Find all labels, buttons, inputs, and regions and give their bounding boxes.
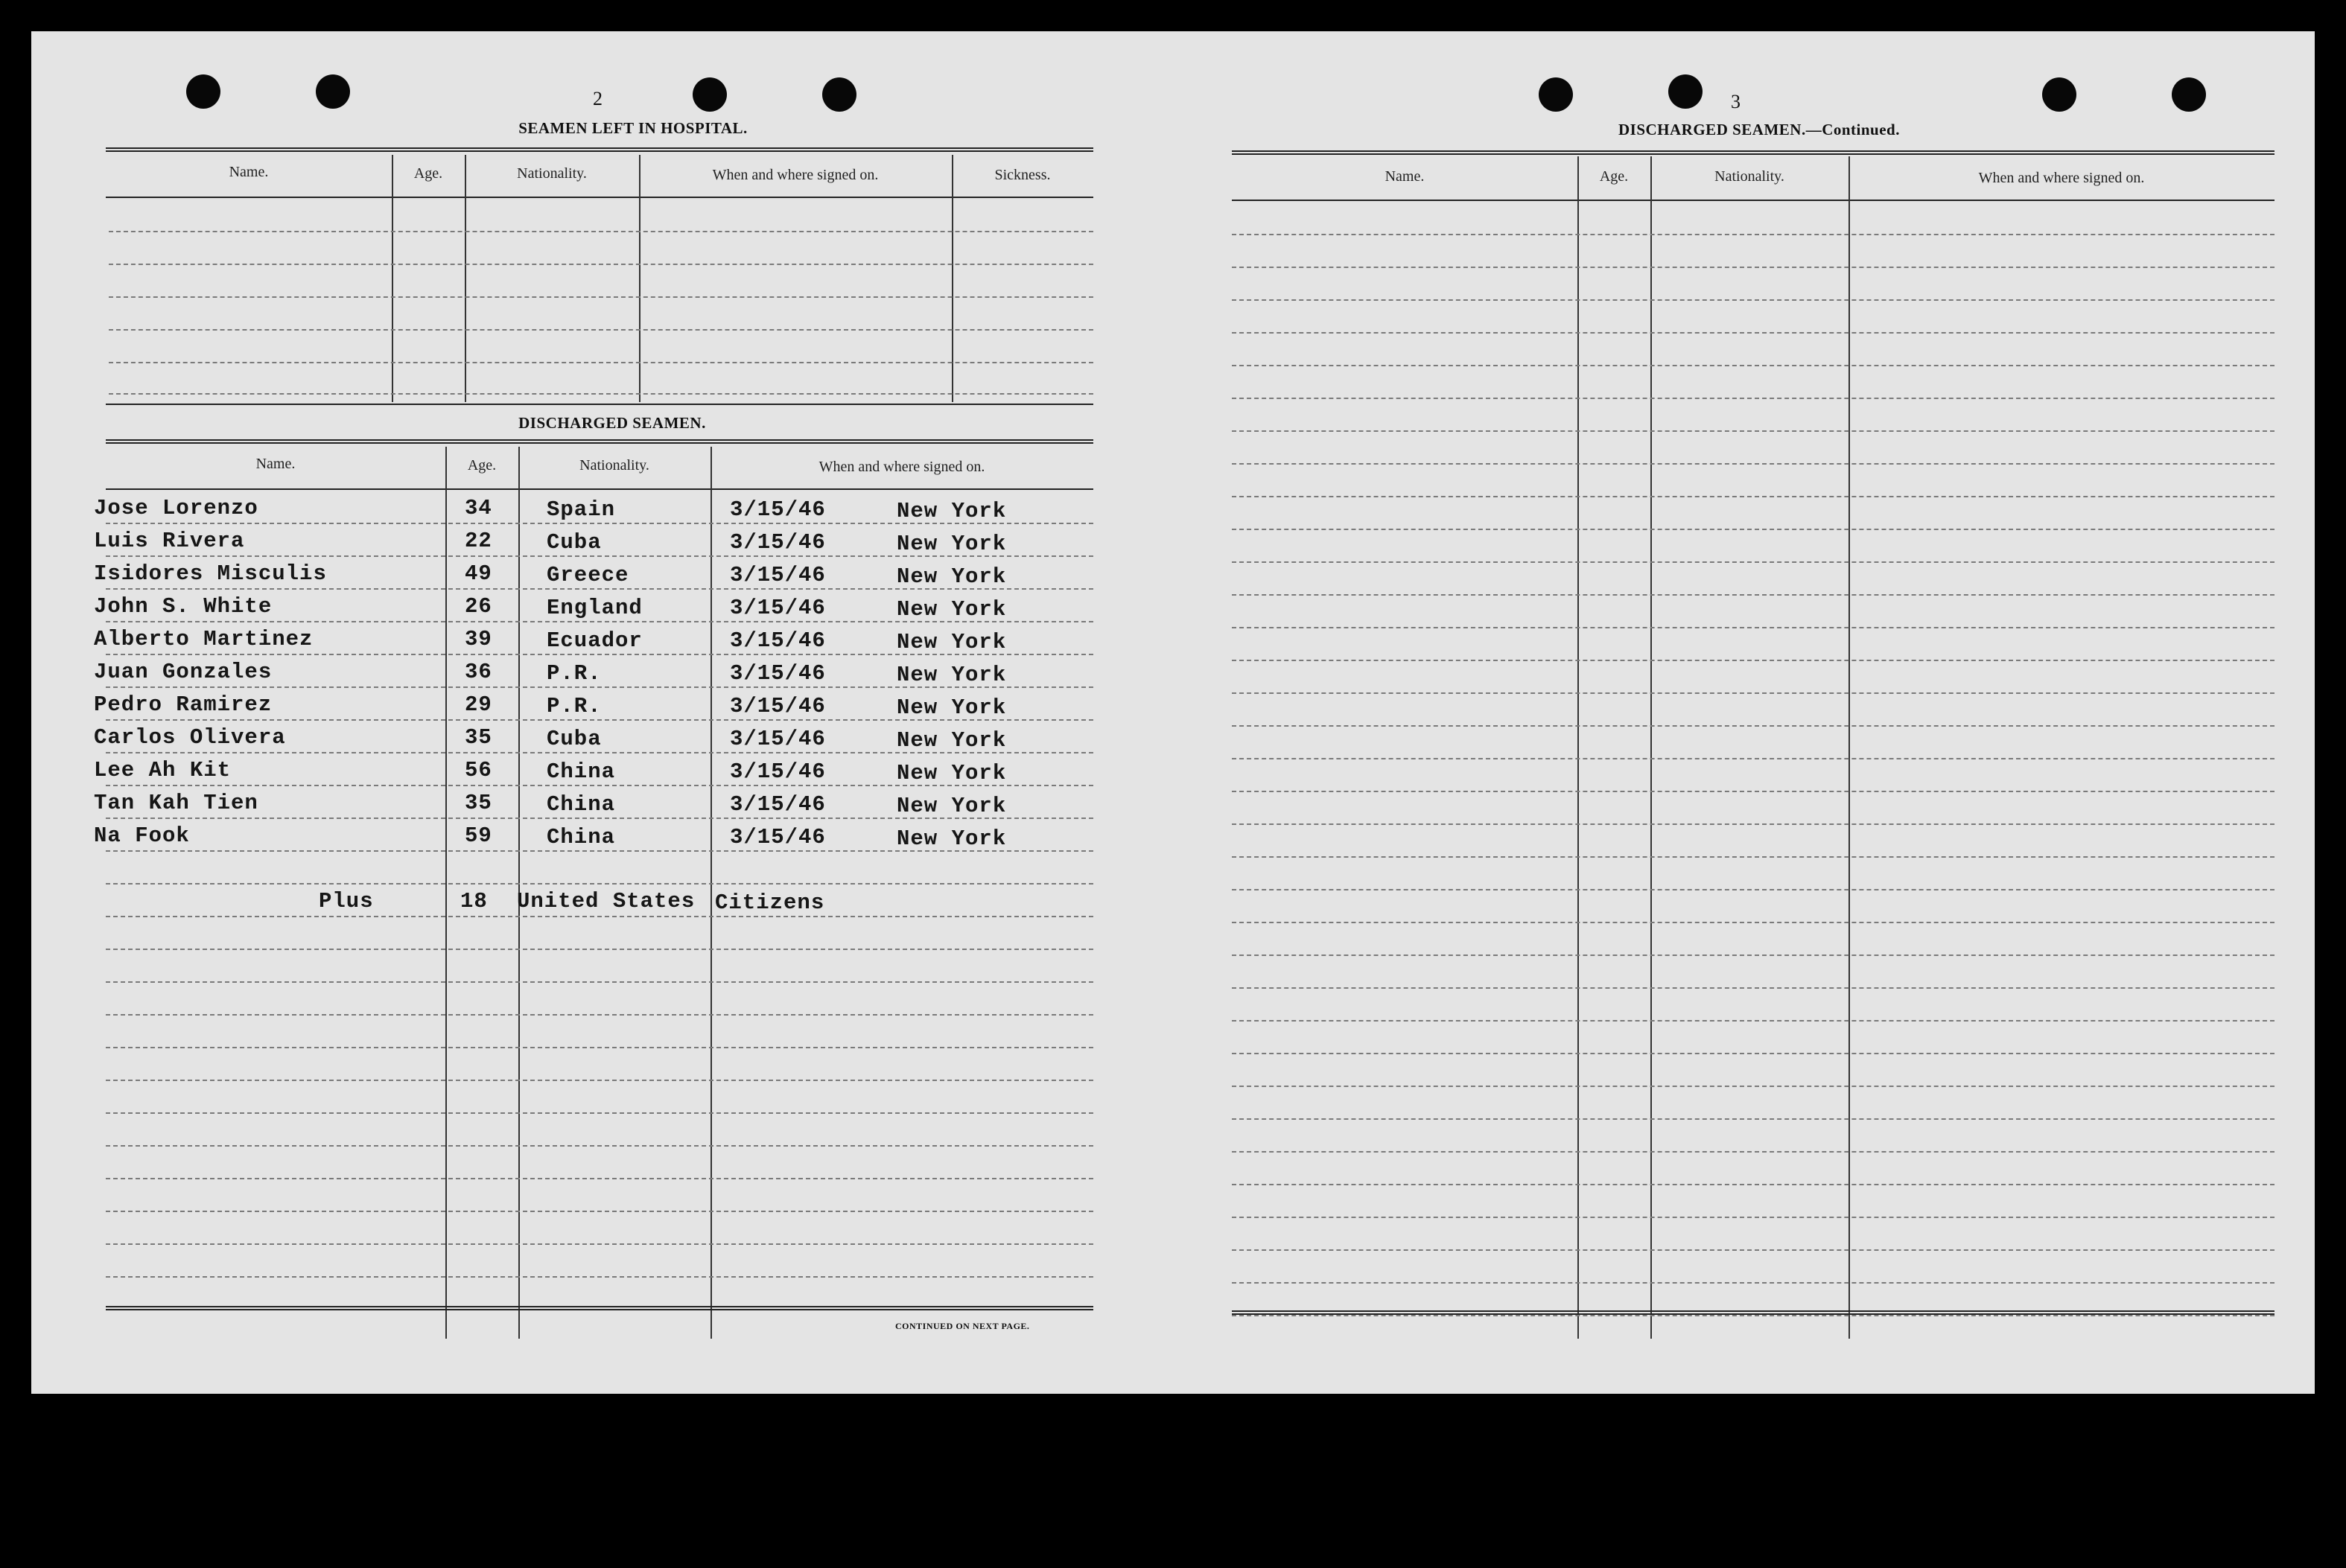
punch-hole — [316, 74, 350, 109]
right-col-divider — [1577, 156, 1579, 1339]
discharged-header-rule — [106, 488, 1093, 490]
hospital-header-signed-on: When and where signed on. — [712, 167, 879, 183]
seaman-nationality: China — [547, 759, 616, 784]
right-row-line — [1232, 529, 2275, 530]
seaman-name: John S. White — [94, 594, 273, 619]
discharged-row-line — [106, 1014, 1093, 1016]
right-row-line — [1232, 1086, 2275, 1087]
seaman-nationality: Ecuador — [547, 628, 643, 653]
seaman-name: Na Fook — [94, 823, 190, 848]
signed-on-place: New York — [897, 532, 1007, 556]
seaman-nationality: Greece — [547, 563, 629, 587]
signed-on-place: New York — [897, 499, 1007, 523]
right-header-signed-on: When and where signed on. — [1978, 170, 2145, 186]
right-row-line — [1232, 627, 2275, 628]
punch-hole — [1539, 77, 1573, 112]
continued-note: CONTINUED ON NEXT PAGE. — [895, 1321, 1030, 1331]
right-col-divider — [1650, 156, 1652, 1339]
right-row-line — [1232, 463, 2275, 465]
signed-on-date: 3/15/46 — [730, 759, 826, 784]
discharged-col-divider — [445, 447, 447, 1339]
right-row-line — [1232, 1315, 2275, 1316]
discharged-header-age: Age. — [467, 457, 497, 474]
summary-count: 18 — [460, 889, 488, 914]
discharged-row-line — [106, 1112, 1093, 1114]
right-header-name: Name. — [1385, 168, 1425, 185]
signed-on-date: 3/15/46 — [730, 530, 826, 555]
seaman-age: 29 — [465, 692, 492, 717]
seaman-age: 22 — [465, 529, 492, 553]
seaman-age: 39 — [465, 627, 492, 651]
discharged-bottom-rule — [106, 1306, 1093, 1310]
hospital-header-name: Name. — [229, 164, 269, 180]
seaman-name: Jose Lorenzo — [94, 496, 258, 520]
right-row-line — [1232, 758, 2275, 759]
hospital-row-line — [109, 264, 1093, 265]
summary-note: Citizens — [715, 890, 825, 915]
page-number-right: 3 — [1731, 91, 1741, 112]
summary-nationality: United States — [517, 889, 696, 914]
discharged-row-line — [106, 1178, 1093, 1179]
signed-on-place: New York — [897, 761, 1007, 785]
right-header-age: Age. — [1599, 168, 1629, 185]
hospital-row-line — [109, 296, 1093, 298]
right-row-line — [1232, 922, 2275, 923]
seaman-age: 35 — [465, 725, 492, 750]
hospital-top-rule — [106, 147, 1093, 152]
discharged-row-line — [106, 949, 1093, 950]
hospital-row-line — [109, 362, 1093, 363]
signed-on-date: 3/15/46 — [730, 825, 826, 850]
right-row-line — [1232, 692, 2275, 694]
hospital-row-line — [109, 329, 1093, 331]
right-row-line — [1232, 267, 2275, 268]
punch-hole — [2042, 77, 2076, 112]
discharged-section-title: DISCHARGED SEAMEN. — [518, 414, 706, 432]
hospital-header-nationality: Nationality. — [517, 165, 587, 182]
right-row-line — [1232, 954, 2275, 956]
right-row-line — [1232, 791, 2275, 792]
discharged-row-line — [106, 1047, 1093, 1048]
signed-on-place: New York — [897, 630, 1007, 654]
right-row-line — [1232, 1053, 2275, 1054]
right-bottom-rule — [1232, 1310, 2275, 1315]
signed-on-place: New York — [897, 826, 1007, 851]
seaman-name: Isidores Misculis — [94, 561, 327, 586]
right-header-nationality: Nationality. — [1714, 168, 1784, 185]
signed-on-date: 3/15/46 — [730, 596, 826, 620]
summary-label: Plus — [319, 889, 374, 914]
register-sheet — [31, 31, 2315, 1394]
punch-hole — [693, 77, 727, 112]
right-row-line — [1232, 332, 2275, 334]
right-row-line — [1232, 1282, 2275, 1284]
punch-hole — [186, 74, 220, 109]
discharged-row-line — [106, 1145, 1093, 1147]
right-col-divider — [1848, 156, 1850, 1339]
hospital-header-sickness: Sickness. — [994, 167, 1051, 183]
signed-on-place: New York — [897, 663, 1007, 687]
right-row-line — [1232, 987, 2275, 989]
right-header-rule — [1232, 200, 2275, 201]
seaman-age: 34 — [465, 496, 492, 520]
seaman-name: Carlos Olivera — [94, 725, 286, 750]
seaman-age: 59 — [465, 823, 492, 848]
right-row-line — [1232, 365, 2275, 366]
seaman-nationality: China — [547, 825, 616, 850]
hospital-row-line — [109, 231, 1093, 232]
right-row-line — [1232, 299, 2275, 301]
discharged-top-rule — [106, 439, 1093, 444]
hospital-col-divider — [639, 155, 640, 402]
hospital-section-title: SEAMEN LEFT IN HOSPITAL. — [518, 119, 748, 137]
hospital-header-age: Age. — [413, 165, 443, 182]
punch-hole — [2172, 77, 2206, 112]
discharged-row-line — [106, 1276, 1093, 1278]
signed-on-place: New York — [897, 564, 1007, 589]
right-row-line — [1232, 496, 2275, 497]
hospital-col-divider — [465, 155, 466, 402]
seaman-name: Juan Gonzales — [94, 660, 273, 684]
signed-on-place: New York — [897, 728, 1007, 753]
seaman-nationality: Spain — [547, 497, 616, 522]
right-top-rule — [1232, 150, 2275, 155]
right-row-line — [1232, 725, 2275, 727]
hospital-bottom-rule — [106, 404, 1093, 405]
discharged-col-divider — [711, 447, 712, 1339]
seaman-name: Pedro Ramirez — [94, 692, 273, 717]
right-row-line — [1232, 660, 2275, 661]
seaman-age: 26 — [465, 594, 492, 619]
seaman-age: 49 — [465, 561, 492, 586]
seaman-name: Tan Kah Tien — [94, 791, 258, 815]
page-number-left: 2 — [593, 88, 603, 109]
punch-hole — [1668, 74, 1703, 109]
punch-hole — [822, 77, 856, 112]
discharged-row-line — [106, 1211, 1093, 1212]
signed-on-date: 3/15/46 — [730, 497, 826, 522]
right-row-line — [1232, 1249, 2275, 1251]
signed-on-place: New York — [897, 695, 1007, 720]
seaman-age: 56 — [465, 758, 492, 783]
right-row-line — [1232, 430, 2275, 432]
signed-on-date: 3/15/46 — [730, 792, 826, 817]
hospital-col-divider — [392, 155, 393, 402]
signed-on-date: 3/15/46 — [730, 661, 826, 686]
right-row-line — [1232, 1217, 2275, 1218]
signed-on-date: 3/15/46 — [730, 563, 826, 587]
right-row-line — [1232, 398, 2275, 399]
hospital-row-line — [109, 393, 1093, 395]
seaman-nationality: China — [547, 792, 616, 817]
right-row-line — [1232, 1118, 2275, 1120]
seaman-nationality: Cuba — [547, 727, 602, 751]
discharged-header-name: Name. — [255, 456, 296, 472]
right-row-line — [1232, 561, 2275, 563]
discharged-row-line — [106, 883, 1093, 885]
seaman-nationality: P.R. — [547, 694, 602, 718]
right-row-line — [1232, 1184, 2275, 1185]
right-section-title: DISCHARGED SEAMEN.—Continued. — [1618, 121, 1900, 138]
seaman-name: Lee Ah Kit — [94, 758, 232, 783]
discharged-header-nationality: Nationality. — [579, 457, 649, 474]
seaman-nationality: England — [547, 596, 643, 620]
right-row-line — [1232, 594, 2275, 596]
signed-on-date: 3/15/46 — [730, 628, 826, 653]
seaman-nationality: Cuba — [547, 530, 602, 555]
right-row-line — [1232, 856, 2275, 858]
discharged-header-signed-on: When and where signed on. — [818, 459, 985, 475]
discharged-row-line — [106, 981, 1093, 983]
right-row-line — [1232, 823, 2275, 825]
seaman-nationality: P.R. — [547, 661, 602, 686]
discharged-row-line — [106, 916, 1093, 917]
right-row-line — [1232, 1151, 2275, 1153]
seaman-age: 36 — [465, 660, 492, 684]
signed-on-place: New York — [897, 794, 1007, 818]
hospital-col-divider — [952, 155, 953, 402]
right-row-line — [1232, 1020, 2275, 1022]
right-row-line — [1232, 889, 2275, 890]
discharged-row-line — [106, 1243, 1093, 1245]
right-row-line — [1232, 234, 2275, 235]
discharged-row-line — [106, 1080, 1093, 1081]
seaman-name: Alberto Martinez — [94, 627, 314, 651]
hospital-header-rule — [106, 197, 1093, 198]
signed-on-date: 3/15/46 — [730, 727, 826, 751]
seaman-age: 35 — [465, 791, 492, 815]
signed-on-place: New York — [897, 597, 1007, 622]
seaman-name: Luis Rivera — [94, 529, 245, 553]
signed-on-date: 3/15/46 — [730, 694, 826, 718]
